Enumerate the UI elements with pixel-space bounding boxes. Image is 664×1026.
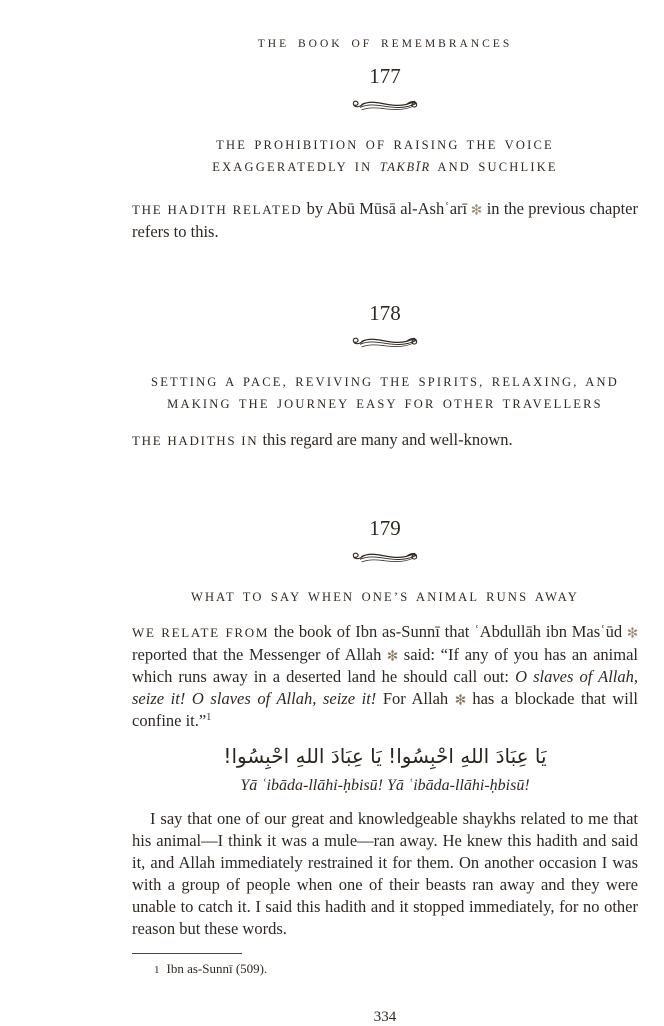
section-paragraph (132, 429, 638, 452)
title-line: MAKING THE JOURNEY EASY FOR OTHER TRAVELLERS (167, 397, 603, 411)
section-title (132, 371, 638, 415)
footnote-rule (132, 953, 242, 954)
paragraph-text: has a blockade that will confine it.” (132, 689, 638, 730)
paragraph-text: in the previous chapter refers to this. (132, 199, 638, 241)
paragraph-text: For Allah (376, 689, 455, 708)
swash-ornament-icon (348, 545, 422, 568)
arabic-dua-text: يَا عِبَادَ اللهِ احْبِسُوا! يَا عِبَادَ اللهِ احْبِسُوا! (223, 744, 547, 768)
section-ornament (132, 93, 638, 119)
azza-wa-jall-rosette-icon (455, 694, 466, 705)
title-term-italic: TAKBĪR (379, 160, 431, 174)
paragraph-text: reported that the Messenger of Allah (132, 645, 388, 664)
paragraph-text: by Abū Mūsā al-Ashʿarī (302, 199, 472, 218)
radiallahu-anhu-rosette-icon (627, 627, 638, 638)
section-title (132, 586, 638, 608)
title-line-post: AND SUCHLIKE (430, 160, 558, 174)
section-number: 179 (369, 516, 401, 540)
swash-ornament-icon (348, 93, 422, 116)
footnote (132, 960, 638, 979)
footnote-reference: 1 (206, 712, 212, 723)
title-line: SETTING A PACE, REVIVING THE SPIRITS, RELAXING, AND (151, 375, 619, 389)
title-line-pre: EXAGGERATEDLY IN (212, 160, 380, 174)
footnote-text: Ibn as-Sunnī (509). (166, 961, 268, 976)
section-number: 178 (369, 301, 401, 325)
hadith-quote-italic: O slaves of Allah, seize it! O slaves of Allah, seize it! (132, 667, 638, 708)
paragraph-lead-in: THE HADITH RELATED (132, 202, 303, 217)
section-paragraph (132, 198, 638, 243)
title-line: THE PROHIBITION OF RAISING THE VOICE (216, 138, 554, 152)
title-line: WHAT TO SAY WHEN ONE’S ANIMAL RUNS AWAY (190, 590, 580, 604)
page-number: 334 (373, 1009, 397, 1025)
section-ornament (132, 330, 638, 356)
section-ornament (132, 545, 638, 571)
section-178 (132, 300, 638, 452)
running-head: THE BOOK OF REMEMBRANCES (257, 38, 513, 50)
dua-transliteration: Yā ʿibāda-llāhi-ḥbisū! Yā ʿibāda-llāhi-ḥbisū! (240, 777, 530, 794)
paragraph-lead-in: THE HADITHS IN (132, 433, 259, 448)
paragraph-lead-in: WE RELATE FROM (132, 625, 270, 640)
section-title (132, 134, 638, 178)
paragraph-text: the book of Ibn as-Sunnī that ʿAbdullāh ibn Masʿūd (269, 622, 627, 641)
page-content (132, 0, 638, 1026)
section-paragraph (132, 621, 638, 732)
section-number: 177 (369, 64, 401, 88)
section-177 (132, 63, 638, 243)
author-comment-paragraph: I say that one of our great and knowledgeable shaykhs related to me that his animal—I think it was a mule—ran away. He knew this hadith and said it, and Allah immediately restrained it for them. On another occasion I was with a group of people when one of their beasts ran away and they were unable to catch it. I said this hadith and it stopped immediately, for no other reason but these words. (132, 809, 638, 938)
section-179 (132, 515, 638, 940)
footnote-block (132, 953, 638, 979)
radiallahu-anhu-rosette-icon (471, 204, 482, 215)
paragraph-text: this regard are many and well-known. (258, 430, 513, 449)
sallallahu-alayhi-wa-sallam-rosette-icon (387, 650, 398, 661)
footnote-marker: 1 (154, 964, 160, 976)
swash-ornament-icon (348, 330, 422, 353)
paragraph-text: said: “If any of you has an animal which runs away in a deserted land he should call out: (132, 645, 639, 686)
